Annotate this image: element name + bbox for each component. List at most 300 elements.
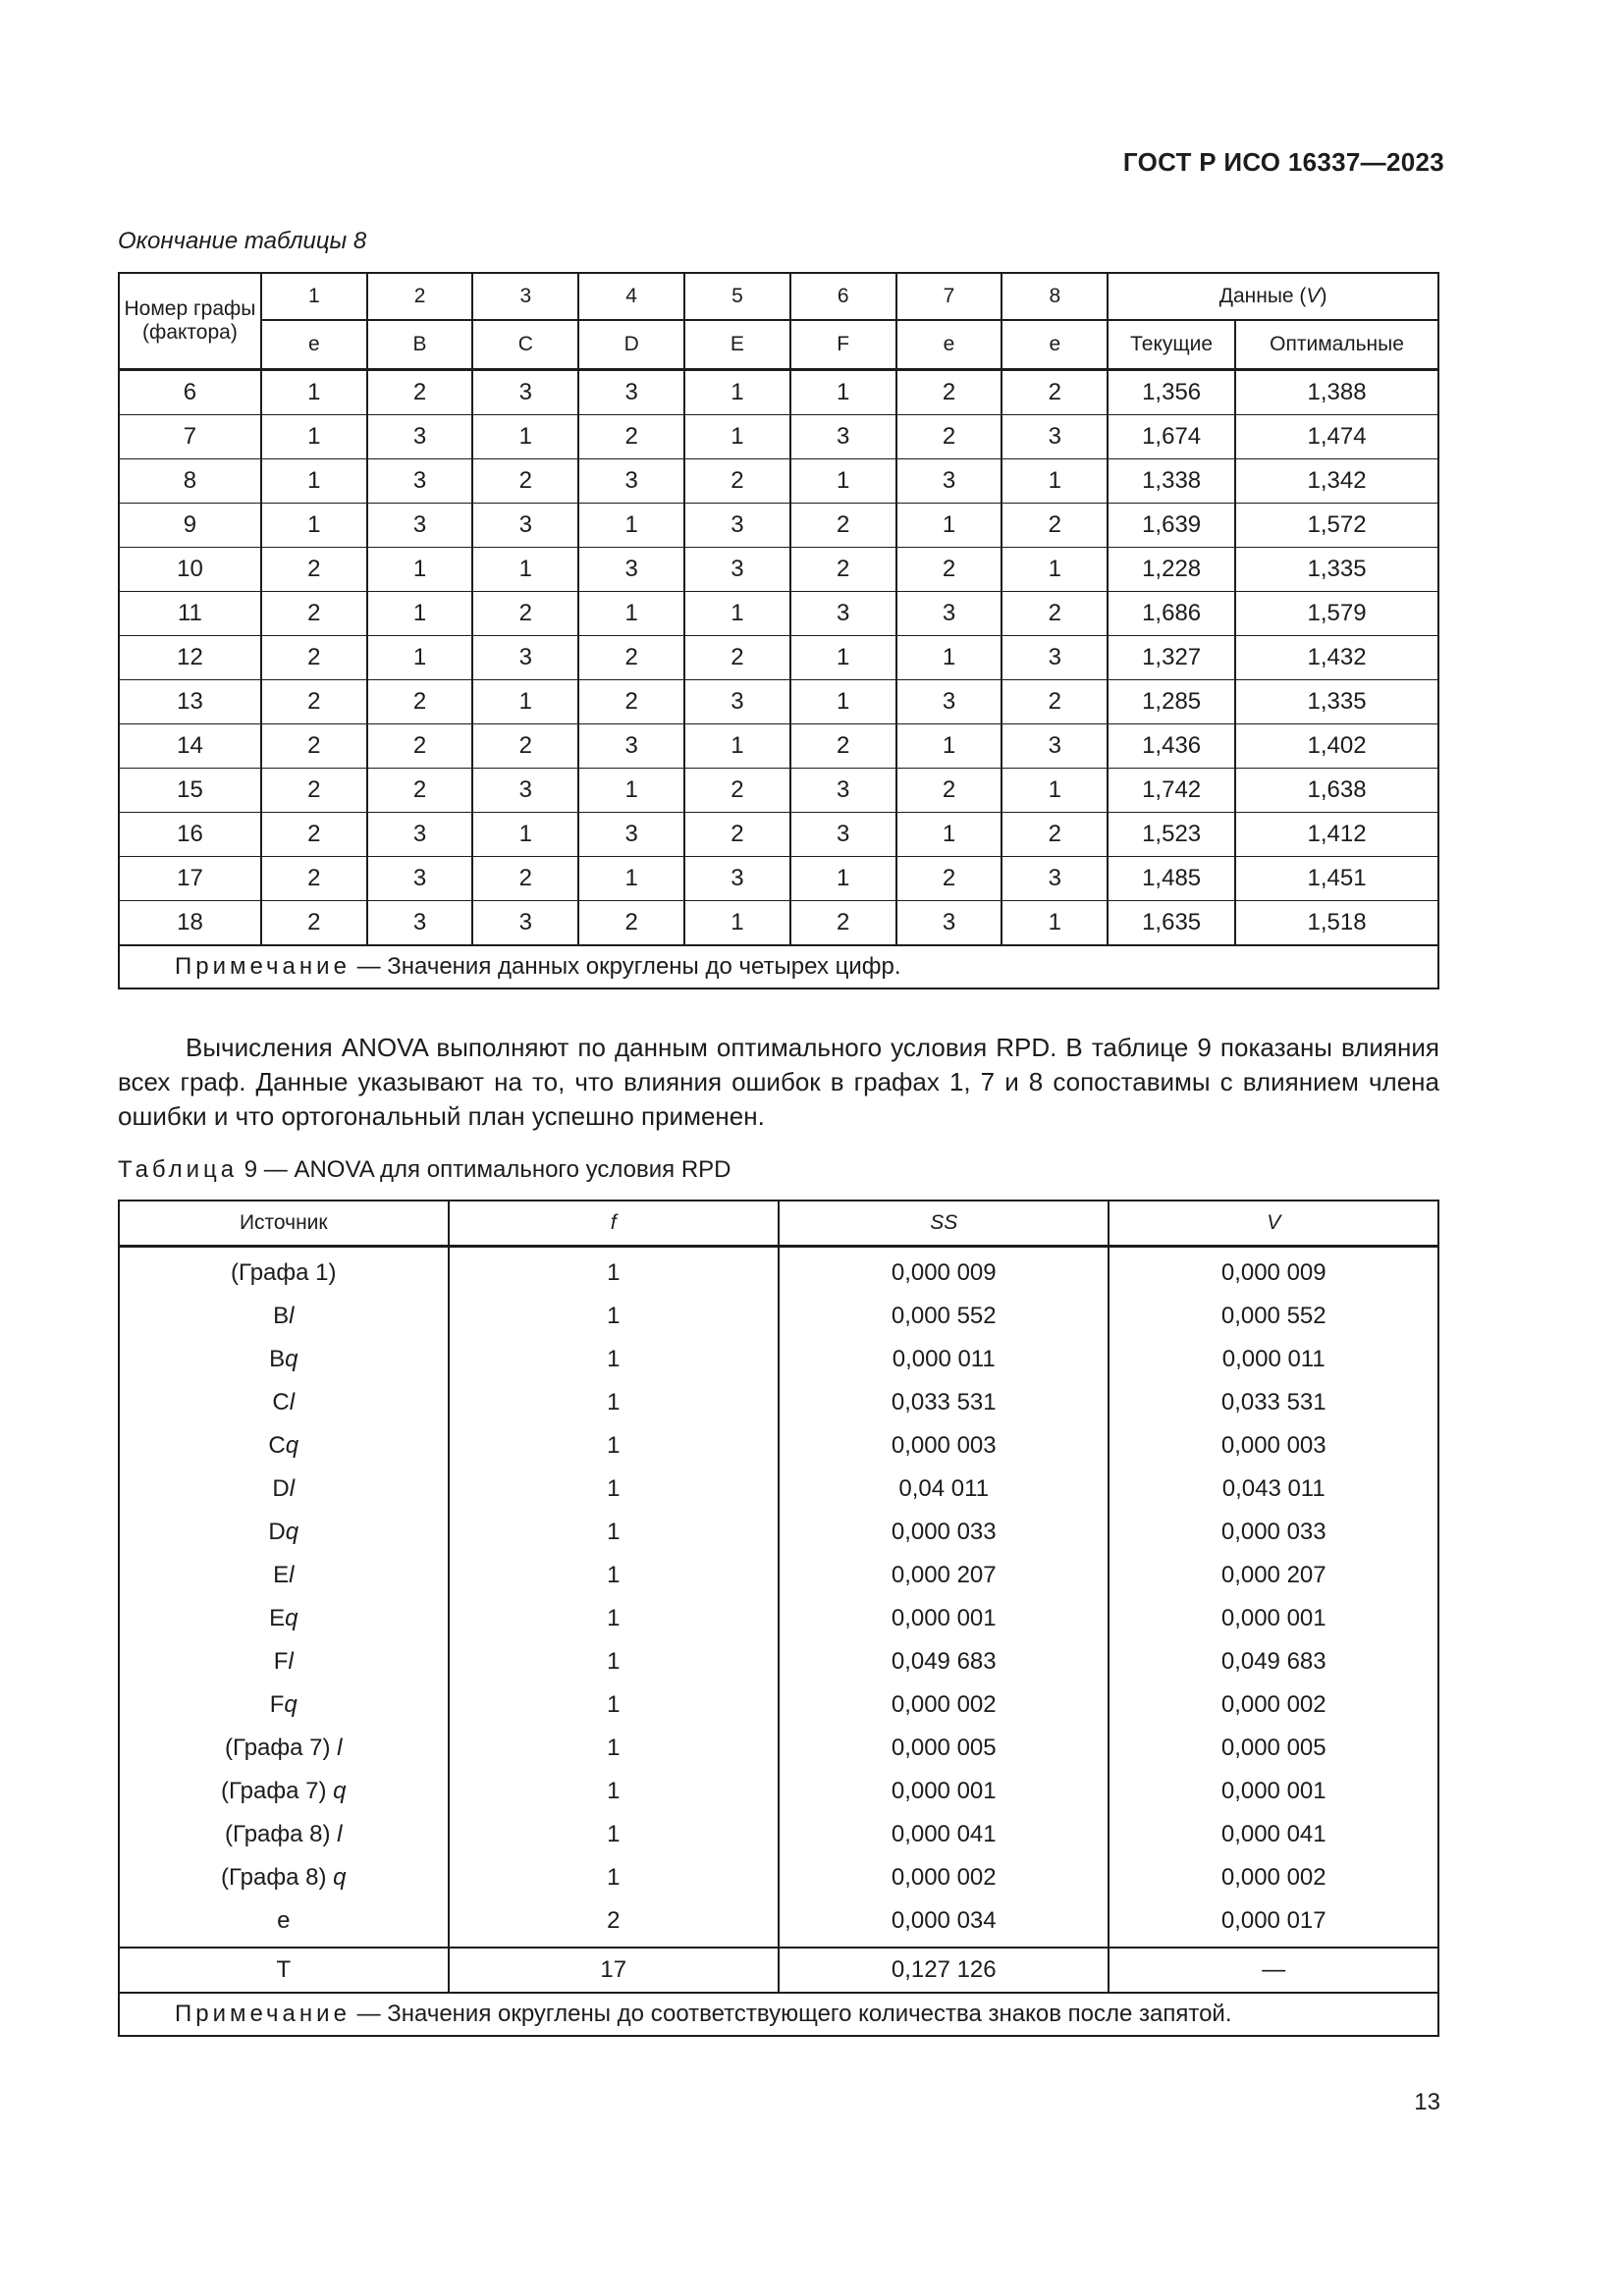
table-cell: 1,742 (1108, 769, 1235, 813)
table-cell: 1,639 (1108, 504, 1235, 548)
table-cell: 3 (790, 415, 896, 459)
table-row (119, 504, 1438, 548)
table-row (119, 1295, 1438, 1338)
table-cell: 1,686 (1108, 592, 1235, 636)
table-cell: 1,432 (1235, 636, 1438, 680)
table-cell: 3 (1001, 857, 1108, 901)
data-header (1108, 273, 1438, 320)
source-suffix: l (289, 1475, 296, 1502)
table-cell: 13 (119, 680, 261, 724)
table-cell: 3 (1001, 636, 1108, 680)
source-cell (119, 1770, 449, 1813)
table8-continuation-title: Окончание таблицы 8 (118, 228, 367, 254)
table-row (119, 1468, 1438, 1511)
source-cell (119, 1727, 449, 1770)
source-cell (119, 1683, 449, 1727)
table-cell: 3 (896, 459, 1002, 504)
table-cell: 2 (578, 636, 684, 680)
data-header-close: ) (1320, 285, 1327, 307)
note-label: Примечание (175, 953, 351, 980)
column-number: 8 (1001, 273, 1108, 320)
table-cell: 1 (896, 724, 1002, 769)
table-cell: 1 (790, 857, 896, 901)
table-cell: 1 (261, 370, 367, 415)
table9-note (119, 1993, 1438, 2036)
table-cell: 12 (119, 636, 261, 680)
f-cell: 1 (449, 1381, 779, 1424)
table-cell: 1 (684, 724, 790, 769)
column-number: 3 (472, 273, 578, 320)
table-cell: 1,485 (1108, 857, 1235, 901)
table-cell: 2 (261, 724, 367, 769)
table-cell: 1,518 (1235, 901, 1438, 946)
v-cell: 0,000 552 (1109, 1295, 1438, 1338)
table-cell: 1 (684, 370, 790, 415)
table-row (119, 1338, 1438, 1381)
table-cell: 2 (896, 548, 1002, 592)
source-suffix: q (285, 1432, 299, 1459)
source-name: E (269, 1605, 286, 1631)
table-cell: 16 (119, 813, 261, 857)
table-cell: 1,285 (1108, 680, 1235, 724)
table-cell: 3 (684, 504, 790, 548)
f-cell: 1 (449, 1511, 779, 1554)
table-cell: 2 (684, 769, 790, 813)
table-row (119, 636, 1438, 680)
table-cell: 1,412 (1235, 813, 1438, 857)
table-cell: 1 (367, 548, 473, 592)
table-cell: 11 (119, 592, 261, 636)
source-cell (119, 1295, 449, 1338)
f-cell: 1 (449, 1468, 779, 1511)
factor-label: F (790, 320, 896, 370)
table-row (119, 813, 1438, 857)
source-header: Источник (119, 1201, 449, 1247)
source-suffix: q (284, 1691, 298, 1718)
table-cell: 1,436 (1108, 724, 1235, 769)
table-cell: 2 (472, 459, 578, 504)
f-cell: 1 (449, 1770, 779, 1813)
table-cell: 2 (896, 769, 1002, 813)
ss-cell: 0,000 034 (779, 1899, 1110, 1948)
page-number: 13 (1414, 2089, 1440, 2115)
table-cell: 3 (578, 459, 684, 504)
source-cell (119, 1424, 449, 1468)
source-cell (119, 1554, 449, 1597)
table-cell: 3 (367, 504, 473, 548)
table-cell: 3 (896, 901, 1002, 946)
source-name: B (273, 1303, 290, 1329)
table-cell: 2 (790, 548, 896, 592)
table-row (119, 1247, 1438, 1296)
table-cell: 2 (261, 813, 367, 857)
source-name: (Графа 8) (225, 1821, 338, 1847)
table-cell: 3 (684, 548, 790, 592)
ss-header (779, 1201, 1110, 1247)
column-number: 4 (578, 273, 684, 320)
data-header-label: Данные ( (1218, 285, 1307, 307)
source-name: (Графа 7) (221, 1778, 334, 1804)
table-cell: 1,335 (1235, 548, 1438, 592)
v-cell: 0,000 001 (1109, 1597, 1438, 1640)
table-cell: 2 (472, 724, 578, 769)
table-cell: 2 (896, 415, 1002, 459)
source-suffix: l (337, 1735, 343, 1761)
f-cell: 1 (449, 1338, 779, 1381)
table-row (119, 415, 1438, 459)
ss-cell: 0,000 002 (779, 1683, 1110, 1727)
total-source: T (119, 1948, 449, 1993)
table-row (119, 1597, 1438, 1640)
ss-cell: 0,000 003 (779, 1424, 1110, 1468)
table-cell: 3 (472, 370, 578, 415)
table8-header (119, 273, 1438, 370)
table-cell: 1 (472, 548, 578, 592)
v-cell: 0,033 531 (1109, 1381, 1438, 1424)
table-row (119, 370, 1438, 415)
table-cell: 3 (790, 813, 896, 857)
table-cell: 1,638 (1235, 769, 1438, 813)
source-name: (Графа 7) (225, 1735, 338, 1761)
note-text: — Значения данных округлены до четырех цифр. (350, 953, 901, 980)
table-cell: 2 (790, 724, 896, 769)
table-row (119, 1554, 1438, 1597)
source-name: (Графа 8) (221, 1864, 334, 1891)
table-cell: 1,674 (1108, 415, 1235, 459)
table-cell: 3 (472, 901, 578, 946)
table-cell: 1 (790, 680, 896, 724)
factor-label: e (896, 320, 1002, 370)
column-number: 1 (261, 273, 367, 320)
table-cell: 14 (119, 724, 261, 769)
source-cell (119, 1468, 449, 1511)
f-cell: 1 (449, 1727, 779, 1770)
ss-cell: 0,033 531 (779, 1381, 1110, 1424)
v-cell: 0,000 003 (1109, 1424, 1438, 1468)
ss-cell: 0,000 011 (779, 1338, 1110, 1381)
source-cell (119, 1381, 449, 1424)
optimal-header: Оптимальные (1235, 320, 1438, 370)
source-suffix: q (285, 1605, 298, 1631)
table-cell: 7 (119, 415, 261, 459)
factor-label: D (578, 320, 684, 370)
source-cell (119, 1247, 449, 1296)
v-cell: 0,000 002 (1109, 1683, 1438, 1727)
table9-caption (118, 1156, 731, 1184)
table-row (119, 1856, 1438, 1899)
table-cell: 1,474 (1235, 415, 1438, 459)
source-name: E (273, 1562, 290, 1588)
table-cell: 1 (790, 459, 896, 504)
ss-cell: 0,000 041 (779, 1813, 1110, 1856)
source-cell (119, 1813, 449, 1856)
ss-cell: 0,000 207 (779, 1554, 1110, 1597)
table-cell: 2 (578, 901, 684, 946)
source-suffix: l (337, 1821, 343, 1847)
f-cell: 1 (449, 1295, 779, 1338)
table-cell: 3 (790, 592, 896, 636)
table-row (119, 1727, 1438, 1770)
table-cell: 17 (119, 857, 261, 901)
table-cell: 2 (1001, 813, 1108, 857)
table-cell: 3 (472, 769, 578, 813)
f-cell: 1 (449, 1640, 779, 1683)
f-symbol: f (610, 1211, 617, 1234)
table-cell: 1,335 (1235, 680, 1438, 724)
table-cell: 3 (367, 415, 473, 459)
source-suffix: l (289, 1303, 295, 1329)
f-cell: 1 (449, 1247, 779, 1296)
table-cell: 1 (472, 415, 578, 459)
table-row (119, 680, 1438, 724)
table-cell: 2 (684, 459, 790, 504)
table-cell: 1 (1001, 901, 1108, 946)
ss-cell: 0,000 009 (779, 1247, 1110, 1296)
table-cell: 3 (684, 680, 790, 724)
table-cell: 3 (790, 769, 896, 813)
f-cell: 1 (449, 1813, 779, 1856)
table-row (119, 857, 1438, 901)
v-cell: 0,043 011 (1109, 1468, 1438, 1511)
column-number: 5 (684, 273, 790, 320)
f-cell: 1 (449, 1683, 779, 1727)
table8-body (119, 370, 1438, 946)
table-cell: 2 (261, 901, 367, 946)
table-cell: 1,356 (1108, 370, 1235, 415)
f-cell: 1 (449, 1554, 779, 1597)
ss-cell: 0,000 001 (779, 1770, 1110, 1813)
v-cell: 0,049 683 (1109, 1640, 1438, 1683)
document-header: ГОСТ Р ИСО 16337—2023 (1122, 147, 1444, 177)
table-cell: 2 (1001, 370, 1108, 415)
column-number: 7 (896, 273, 1002, 320)
table-cell: 2 (578, 415, 684, 459)
table-cell: 2 (472, 857, 578, 901)
table-cell: 1 (261, 459, 367, 504)
table-cell: 3 (578, 548, 684, 592)
table-cell: 1,402 (1235, 724, 1438, 769)
source-name: C (272, 1389, 290, 1415)
ss-cell: 0,049 683 (779, 1640, 1110, 1683)
table-cell: 1,342 (1235, 459, 1438, 504)
v-cell: 0,000 005 (1109, 1727, 1438, 1770)
f-header (449, 1201, 779, 1247)
table-cell: 3 (472, 504, 578, 548)
v-cell: 0,000 011 (1109, 1338, 1438, 1381)
total-ss: 0,127 126 (779, 1948, 1110, 1993)
table-cell: 6 (119, 370, 261, 415)
table9-body (119, 1247, 1438, 1949)
table-cell: 2 (684, 813, 790, 857)
source-suffix: q (333, 1778, 347, 1804)
source-suffix: l (289, 1389, 296, 1415)
table-cell: 2 (1001, 592, 1108, 636)
table-cell: 10 (119, 548, 261, 592)
table-cell: 3 (896, 592, 1002, 636)
source-suffix: l (289, 1562, 295, 1588)
table-cell: 2 (261, 769, 367, 813)
table-cell: 1,228 (1108, 548, 1235, 592)
table-cell: 2 (578, 680, 684, 724)
table-cell: 2 (261, 636, 367, 680)
table-cell: 3 (578, 813, 684, 857)
table-cell: 2 (367, 370, 473, 415)
table-cell: 1 (578, 592, 684, 636)
source-name: D (272, 1475, 290, 1502)
total-f: 17 (449, 1948, 779, 1993)
source-name: D (268, 1519, 286, 1545)
total-row (119, 1948, 1438, 1993)
table-cell: 2 (367, 724, 473, 769)
factor-label: e (1001, 320, 1108, 370)
source-name: F (273, 1648, 289, 1675)
table-row (119, 1899, 1438, 1948)
v-cell: 0,000 207 (1109, 1554, 1438, 1597)
ss-cell: 0,04 011 (779, 1468, 1110, 1511)
table-cell: 1 (896, 504, 1002, 548)
table-cell: 3 (684, 857, 790, 901)
source-suffix: l (288, 1648, 294, 1675)
column-number: 2 (367, 273, 473, 320)
table-cell: 3 (367, 459, 473, 504)
note-label: Примечание (175, 2001, 351, 2027)
table-cell: 1 (1001, 769, 1108, 813)
table-cell: 2 (261, 680, 367, 724)
table-cell: 18 (119, 901, 261, 946)
source-cell (119, 1338, 449, 1381)
table-row (119, 724, 1438, 769)
table-row (119, 1511, 1438, 1554)
table-cell: 2 (261, 857, 367, 901)
table-cell: 1 (1001, 548, 1108, 592)
table-row (119, 1770, 1438, 1813)
v-cell: 0,000 041 (1109, 1813, 1438, 1856)
table-cell: 3 (578, 724, 684, 769)
source-name: e (277, 1907, 291, 1934)
table-cell: 1 (578, 504, 684, 548)
factor-label: e (261, 320, 367, 370)
source-cell (119, 1511, 449, 1554)
caption-label: Таблица (118, 1156, 239, 1183)
table-row (119, 459, 1438, 504)
ss-cell: 0,000 002 (779, 1856, 1110, 1899)
v-header (1109, 1201, 1438, 1247)
current-header: Текущие (1108, 320, 1235, 370)
table-cell: 1 (790, 636, 896, 680)
table-cell: 3 (472, 636, 578, 680)
table-cell: 1 (261, 415, 367, 459)
table-cell: 3 (367, 901, 473, 946)
table-cell: 1,327 (1108, 636, 1235, 680)
table-row (119, 1813, 1438, 1856)
f-cell: 1 (449, 1424, 779, 1468)
f-cell: 2 (449, 1899, 779, 1948)
table-cell: 2 (896, 857, 1002, 901)
table-cell: 3 (367, 857, 473, 901)
table-cell: 1,579 (1235, 592, 1438, 636)
column-number-header: Номер графы (фактора) (119, 273, 261, 370)
table-cell: 1,338 (1108, 459, 1235, 504)
table-cell: 2 (1001, 680, 1108, 724)
table-cell: 1,572 (1235, 504, 1438, 548)
table-row (119, 1424, 1438, 1468)
source-suffix: q (285, 1519, 299, 1545)
source-name: B (269, 1346, 286, 1372)
table-cell: 1,523 (1108, 813, 1235, 857)
factor-label: C (472, 320, 578, 370)
table-cell: 1 (896, 813, 1002, 857)
body-paragraph (118, 1031, 1439, 1134)
table-cell: 3 (1001, 415, 1108, 459)
source-cell (119, 1899, 449, 1948)
v-cell: 0,000 001 (1109, 1770, 1438, 1813)
source-name: F (269, 1691, 285, 1718)
table-cell: 1 (578, 857, 684, 901)
table-cell: 2 (684, 636, 790, 680)
table-cell: 2 (367, 680, 473, 724)
total-v: — (1109, 1948, 1438, 1993)
table-cell: 1,635 (1108, 901, 1235, 946)
table-cell: 2 (790, 504, 896, 548)
table-cell: 1 (684, 901, 790, 946)
source-suffix: q (285, 1346, 298, 1372)
source-name: (Графа 1) (231, 1259, 337, 1286)
table-cell: 2 (261, 592, 367, 636)
table-cell: 2 (367, 769, 473, 813)
v-cell: 0,000 017 (1109, 1899, 1438, 1948)
table-cell: 1 (684, 415, 790, 459)
table-cell: 1 (684, 592, 790, 636)
ss-symbol: SS (930, 1211, 958, 1234)
table-cell: 1 (896, 636, 1002, 680)
table8 (118, 272, 1439, 989)
table-cell: 1 (367, 592, 473, 636)
table-row (119, 1381, 1438, 1424)
table-cell: 1 (367, 636, 473, 680)
table-cell: 2 (1001, 504, 1108, 548)
table-cell: 3 (1001, 724, 1108, 769)
table-cell: 2 (896, 370, 1002, 415)
data-header-symbol: V (1306, 285, 1321, 307)
v-cell: 0,000 033 (1109, 1511, 1438, 1554)
source-cell (119, 1640, 449, 1683)
v-cell: 0,000 009 (1109, 1247, 1438, 1296)
v-symbol: V (1267, 1211, 1281, 1234)
table-row (119, 901, 1438, 946)
table-cell: 2 (472, 592, 578, 636)
factor-label: B (367, 320, 473, 370)
ss-cell: 0,000 033 (779, 1511, 1110, 1554)
v-cell: 0,000 002 (1109, 1856, 1438, 1899)
table-cell: 8 (119, 459, 261, 504)
ss-cell: 0,000 005 (779, 1727, 1110, 1770)
table-cell: 9 (119, 504, 261, 548)
table-cell: 1 (790, 370, 896, 415)
source-name: C (268, 1432, 286, 1459)
table-cell: 1 (261, 504, 367, 548)
ss-cell: 0,000 552 (779, 1295, 1110, 1338)
f-cell: 1 (449, 1856, 779, 1899)
table-cell: 3 (367, 813, 473, 857)
table-cell: 1 (472, 813, 578, 857)
table-cell: 15 (119, 769, 261, 813)
table-cell: 1,451 (1235, 857, 1438, 901)
table-row (119, 1683, 1438, 1727)
source-cell (119, 1856, 449, 1899)
table9 (118, 1200, 1439, 2037)
table-cell: 1,388 (1235, 370, 1438, 415)
note-text: — Значения округлены до соответствующего количества знаков после запятой. (350, 2001, 1232, 2027)
